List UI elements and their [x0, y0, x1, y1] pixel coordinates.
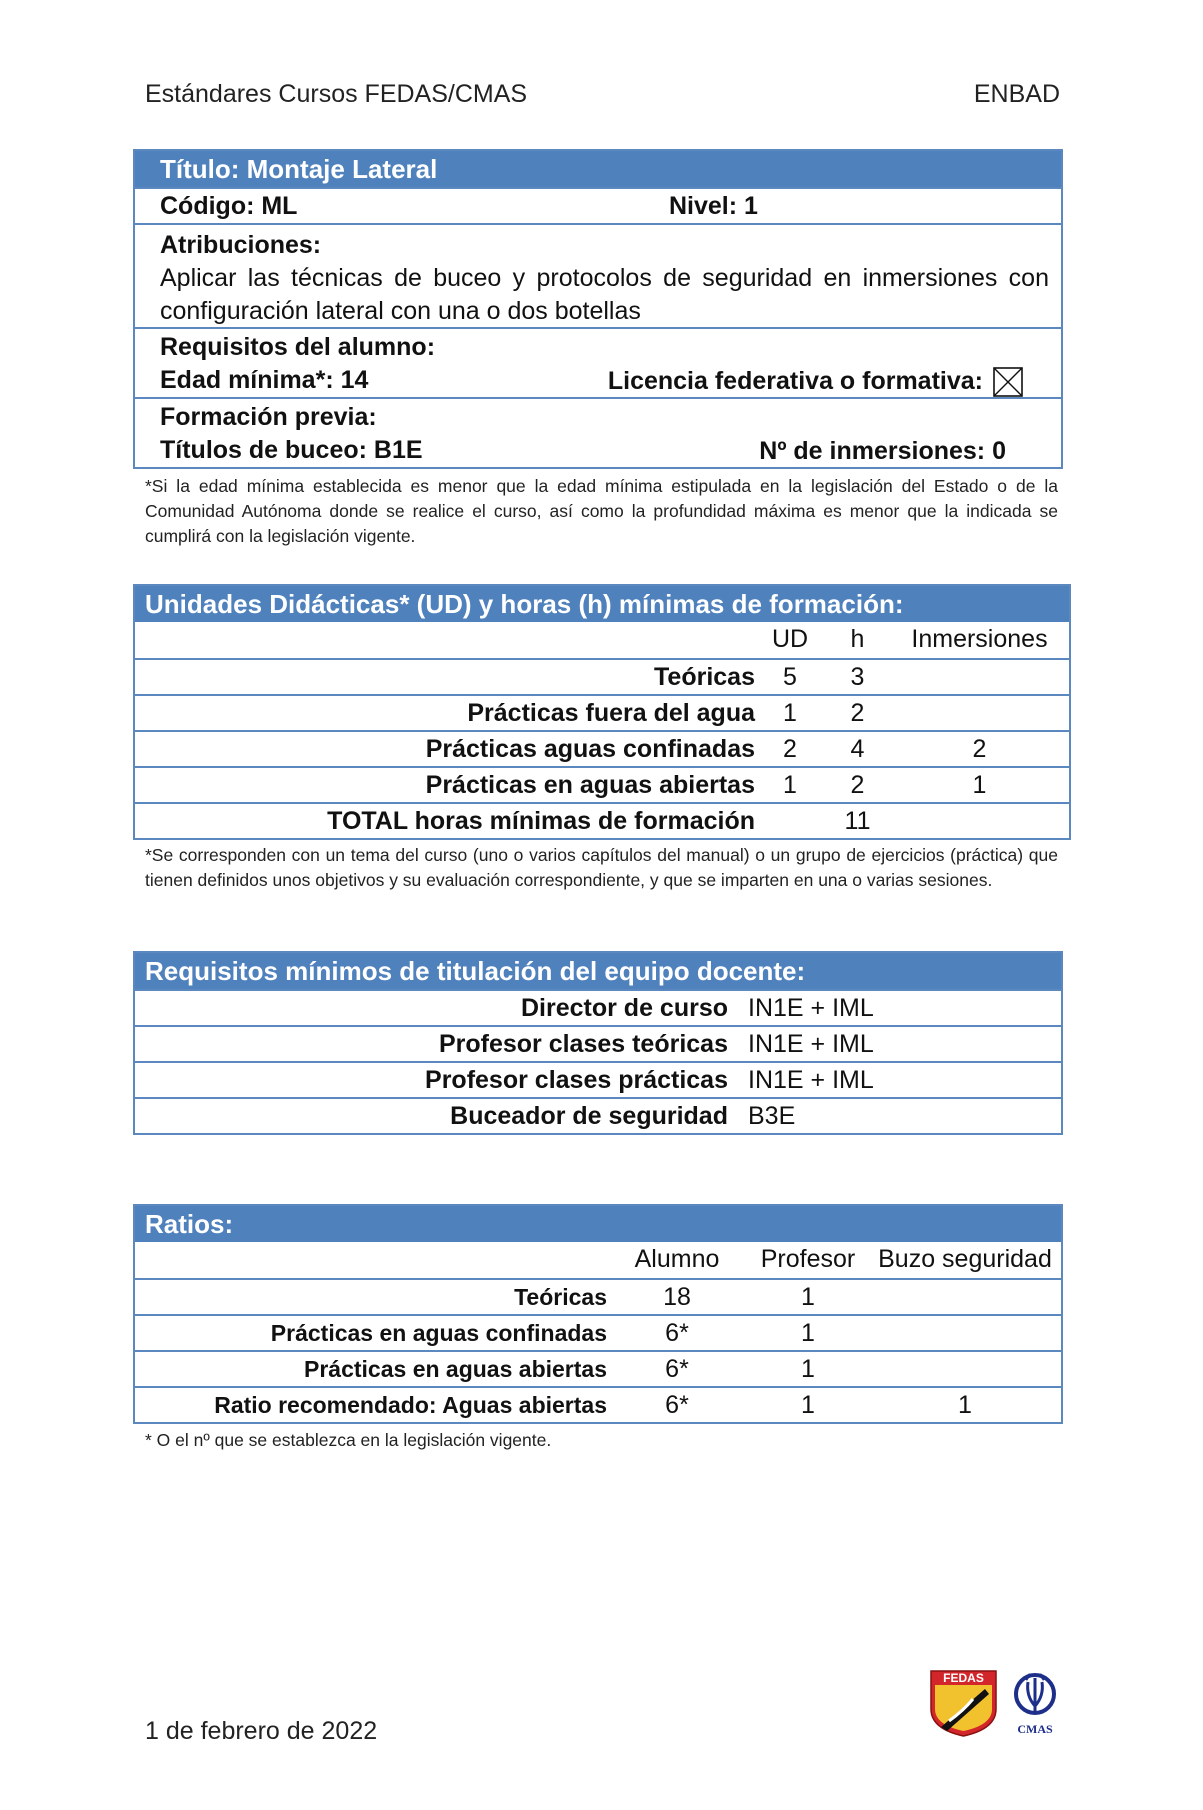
- student-value: 6*: [665, 1391, 689, 1419]
- attributions-label: Atribuciones:: [160, 231, 322, 259]
- table-row: [135, 1386, 1061, 1422]
- header-right: ENBAD: [973, 80, 1060, 108]
- table-row: [135, 694, 1069, 730]
- units-header-row: [135, 622, 1069, 658]
- row-label: Teóricas: [654, 663, 755, 691]
- teacher-value: 1: [801, 1355, 815, 1383]
- table-row: [135, 1278, 1061, 1314]
- role-label: Director de curso: [520, 994, 728, 1022]
- total-row: [135, 802, 1069, 838]
- ud-value: 1: [783, 699, 797, 727]
- dives-value: 2: [972, 735, 987, 763]
- teacher-header: Profesor: [760, 1245, 856, 1273]
- student-value: 6*: [665, 1319, 689, 1347]
- teachers-block: [133, 951, 1063, 1135]
- safety-value: 1: [958, 1391, 972, 1419]
- table-row: [135, 766, 1069, 802]
- role-label: Buceador de seguridad: [450, 1102, 728, 1130]
- teacher-value: 1: [801, 1319, 815, 1347]
- hours-value: 2: [850, 699, 865, 727]
- fedas-logo-icon: [929, 1669, 998, 1737]
- dives-value: 1: [972, 771, 987, 799]
- license-checkbox-icon: [993, 367, 1023, 397]
- row-label: TOTAL horas mínimas de formación: [327, 807, 755, 835]
- safety-value: [869, 1352, 1061, 1386]
- units-block: [133, 584, 1071, 840]
- dives-count: Nº de inmersiones: 0: [759, 437, 1006, 465]
- code-row: [135, 187, 1061, 223]
- teacher-value: 1: [801, 1391, 815, 1419]
- license-field: [608, 365, 1023, 398]
- footer-date: 1 de febrero de 2022: [145, 1717, 378, 1745]
- hours-value: 4: [850, 735, 865, 763]
- safety-value: [869, 1316, 1061, 1350]
- dives-value: [890, 804, 1069, 838]
- cmas-logo-icon: [1006, 1670, 1064, 1737]
- min-age: Edad mínima*: 14: [160, 366, 369, 394]
- units-title: Unidades Didácticas* (UD) y horas (h) mínimas de formación:: [135, 586, 1069, 622]
- attributions-row: [135, 223, 1061, 327]
- ud-value: 2: [783, 735, 797, 763]
- ratios-header-row: [135, 1242, 1061, 1278]
- student-header: Alumno: [634, 1245, 720, 1273]
- ratios-title: Ratios:: [135, 1206, 1061, 1242]
- attributions-text: Aplicar las técnicas de buceo y protocolos de seguridad en inmersiones con configuración lateral con una o dos botellas: [160, 264, 1049, 325]
- student-value: 18: [663, 1283, 691, 1311]
- ratio-label: Prácticas en aguas confinadas: [270, 1320, 607, 1346]
- role-value: IN1E + IML: [748, 1066, 874, 1094]
- role-value: IN1E + IML: [748, 994, 874, 1022]
- fedas-logo-text: FEDAS: [943, 1671, 984, 1685]
- course-level: Nivel: 1: [669, 192, 758, 220]
- table-row: [135, 989, 1061, 1025]
- hours-header: h: [850, 625, 865, 653]
- hours-value: 3: [850, 663, 865, 691]
- requirements-row: [135, 327, 1061, 397]
- ud-value: 5: [783, 663, 797, 691]
- license-label: Licencia federativa o formativa:: [607, 367, 983, 395]
- teacher-value: 1: [801, 1283, 815, 1311]
- role-label: Profesor clases prácticas: [425, 1066, 728, 1094]
- hours-value: 11: [844, 807, 871, 835]
- role-value: B3E: [748, 1102, 796, 1130]
- requirements-label: Requisitos del alumno:: [160, 333, 436, 361]
- table-row: [135, 1350, 1061, 1386]
- course-title: Título: Montaje Lateral: [135, 151, 1061, 187]
- role-label: Profesor clases teóricas: [438, 1030, 728, 1058]
- ud-header: UD: [771, 625, 809, 653]
- age-note: *Si la edad mínima establecida es menor que la edad mínima estipulada en la legislación del Estado o de la Comunidad Autónoma donde se realice el curso, así como la profundidad máxima es menor que la indicada se cumplirá con la legislación vigente.: [145, 476, 1058, 546]
- units-note: *Se corresponden con un tema del curso (uno o varios capítulos del manual) o un grupo de ejercicios (práctica) que tienen definidos unos objetivos y su evaluación correspondiente, y que se imparten en una o varias sesiones.: [145, 845, 1058, 890]
- safety-header: Buzo seguridad: [878, 1245, 1052, 1273]
- ratios-block: [133, 1204, 1063, 1424]
- ratio-label: Ratio recomendado: Aguas abiertas: [214, 1392, 607, 1418]
- cmas-logo-text: CMAS: [1017, 1722, 1053, 1736]
- ratio-label: Teóricas: [514, 1284, 607, 1310]
- teachers-title: Requisitos mínimos de titulación del equipo docente:: [135, 953, 1061, 989]
- ratios-note: * O el nº que se establezca en la legislación vigente.: [145, 1430, 552, 1450]
- prior-training-row: [135, 397, 1061, 467]
- student-value: 6*: [665, 1355, 689, 1383]
- table-row: [135, 1025, 1061, 1061]
- row-label: Prácticas aguas confinadas: [425, 735, 755, 763]
- dives-value: [890, 696, 1069, 730]
- dives-header: Inmersiones: [911, 625, 1048, 653]
- table-row: [135, 730, 1069, 766]
- table-row: [135, 1061, 1061, 1097]
- prior-training-label: Formación previa:: [160, 403, 377, 431]
- ratio-label: Prácticas en aguas abiertas: [304, 1356, 607, 1382]
- header-left: Estándares Cursos FEDAS/CMAS: [145, 80, 528, 108]
- course-code: Código: ML: [160, 192, 298, 220]
- ud-value: 1: [783, 771, 797, 799]
- row-label: Prácticas fuera del agua: [467, 699, 755, 727]
- course-info-block: [133, 149, 1063, 469]
- safety-value: [869, 1280, 1061, 1314]
- dives-value: [890, 660, 1069, 694]
- ud-value: [755, 804, 825, 838]
- table-row: [135, 1314, 1061, 1350]
- row-label: Prácticas en aguas abiertas: [425, 771, 755, 799]
- table-row: [135, 658, 1069, 694]
- dive-titles: Títulos de buceo: B1E: [160, 436, 423, 464]
- role-value: IN1E + IML: [748, 1030, 874, 1058]
- hours-value: 2: [850, 771, 865, 799]
- table-row: [135, 1097, 1061, 1133]
